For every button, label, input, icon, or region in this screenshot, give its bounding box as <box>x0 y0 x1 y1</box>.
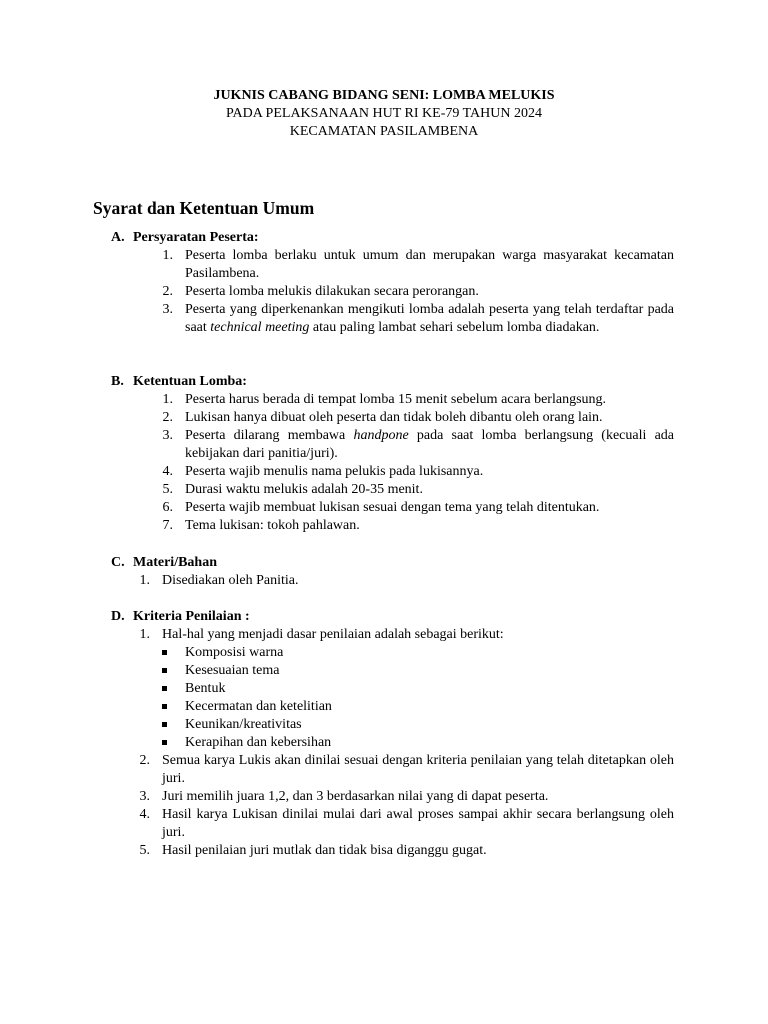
list-item <box>111 499 674 517</box>
item-text: Peserta lomba berlaku untuk umum dan merupakan warga masyarakat kecamatan Pasilambena. <box>185 248 674 281</box>
bullet-text: Komposisi warna <box>185 645 284 660</box>
bullet-item <box>162 680 674 698</box>
list-item <box>111 788 674 806</box>
square-bullet-icon <box>162 740 167 745</box>
bullet-item <box>162 644 674 662</box>
item-text: Hasil penilaian juri mutlak dan tidak bisa diganggu gugat. <box>162 843 487 858</box>
bullet-item <box>162 662 674 680</box>
item-number: 7. <box>162 518 173 533</box>
item-number: 1. <box>162 248 173 263</box>
item-number: 6. <box>162 500 173 515</box>
list-item <box>111 517 674 535</box>
section-c <box>111 554 674 590</box>
bullet-text: Keunikan/kreativitas <box>185 717 302 732</box>
section-a-heading <box>111 229 674 247</box>
header-subtitle: PADA PELAKSANAAN HUT RI KE-79 TAHUN 2024 <box>226 106 542 121</box>
item-text-part: Peserta yang diperkenankan mengikuti lomba adalah peserta yang telah terdaftar pada saat <box>185 302 674 335</box>
bullet-item <box>162 716 674 734</box>
section-a <box>111 229 674 337</box>
list-item <box>111 427 674 463</box>
criteria-bullet-list <box>162 644 674 752</box>
item-number: 2. <box>139 753 150 768</box>
list-item <box>111 752 674 788</box>
item-text: Peserta wajib menulis nama pelukis pada lukisannya. <box>185 464 484 479</box>
bullet-text: Kesesuaian tema <box>185 663 280 678</box>
section-d <box>111 608 674 860</box>
item-number: 4. <box>162 464 173 479</box>
item-number: 5. <box>162 482 173 497</box>
item-text: Durasi waktu melukis adalah 20-35 menit. <box>185 482 423 497</box>
item-text <box>185 427 674 463</box>
section-c-heading <box>111 554 674 572</box>
item-text: Tema lukisan: tokoh pahlawan. <box>185 518 360 533</box>
list-item <box>111 572 674 590</box>
section-letter: D. <box>111 609 125 624</box>
bullet-item <box>162 734 674 752</box>
bullet-text: Kerapihan dan kebersihan <box>185 735 332 750</box>
list-item <box>111 806 674 842</box>
item-text-part: atau paling lambat sehari sebelum lomba diadakan. <box>309 320 600 335</box>
item-text: Hal-hal yang menjadi dasar penilaian adalah sebagai berikut: <box>162 627 504 642</box>
list-item <box>111 463 674 481</box>
section-b <box>111 373 674 535</box>
section-b-heading <box>111 373 674 391</box>
list-item <box>111 391 674 409</box>
item-text-italic: handpone <box>353 428 409 443</box>
item-text-part: Peserta dilarang membawa <box>185 428 354 443</box>
document-header <box>0 87 768 141</box>
item-number: 3. <box>139 789 150 804</box>
square-bullet-icon <box>162 650 167 655</box>
header-location: KECAMATAN PASILAMBENA <box>289 124 479 139</box>
list-item <box>111 283 674 301</box>
item-text: Hasil karya Lukisan dinilai mulai dari awal proses sampai akhir secara berlangsung oleh juri. <box>162 807 674 840</box>
item-text: Lukisan hanya dibuat oleh peserta dan tidak boleh dibantu oleh orang lain. <box>185 410 603 425</box>
section-d-heading <box>111 608 674 626</box>
item-number: 2. <box>162 284 173 299</box>
section-letter: A. <box>111 230 125 245</box>
list-item <box>111 842 674 860</box>
section-label: Kriteria Penilaian : <box>133 609 250 624</box>
item-text: Peserta harus berada di tempat lomba 15 menit sebelum acara berlangsung. <box>185 392 607 407</box>
section-label: Materi/Bahan <box>133 555 217 570</box>
bullet-text: Bentuk <box>185 681 226 696</box>
item-number: 1. <box>139 627 150 642</box>
list-item <box>111 481 674 499</box>
item-number: 3. <box>162 428 173 443</box>
main-title: Syarat dan Ketentuan Umum <box>93 198 315 218</box>
item-number: 1. <box>139 573 150 588</box>
bullet-item <box>162 698 674 716</box>
item-text: Peserta wajib membuat lukisan sesuai dengan tema yang telah ditentukan. <box>185 500 600 515</box>
list-item <box>111 301 674 337</box>
section-letter: B. <box>111 374 124 389</box>
section-label: Ketentuan Lomba: <box>133 374 247 389</box>
list-item <box>111 409 674 427</box>
square-bullet-icon <box>162 704 167 709</box>
square-bullet-icon <box>162 686 167 691</box>
item-text: Juri memilih juara 1,2, dan 3 berdasarkan nilai yang di dapat peserta. <box>162 789 549 804</box>
header-title: JUKNIS CABANG BIDANG SENI: LOMBA MELUKIS <box>213 88 555 103</box>
list-item <box>111 247 674 283</box>
bullet-text: Kecermatan dan ketelitian <box>185 699 332 714</box>
item-text-italic: technical meeting <box>210 320 310 335</box>
item-number: 3. <box>162 302 173 317</box>
item-number: 1. <box>162 392 173 407</box>
square-bullet-icon <box>162 722 167 727</box>
item-number: 2. <box>162 410 173 425</box>
item-text <box>185 301 674 337</box>
section-letter: C. <box>111 555 125 570</box>
item-text: Semua karya Lukis akan dinilai sesuai dengan kriteria penilaian yang telah ditetapkan oleh juri. <box>162 753 674 786</box>
item-number: 4. <box>139 807 150 822</box>
section-label: Persyaratan Peserta: <box>133 230 259 245</box>
item-text: Disediakan oleh Panitia. <box>162 573 299 588</box>
item-number: 5. <box>139 843 150 858</box>
square-bullet-icon <box>162 668 167 673</box>
item-text: Peserta lomba melukis dilakukan secara perorangan. <box>185 284 479 299</box>
list-item <box>111 626 674 644</box>
item-text-part: pada saat lomba berlangsung (kecuali ada kebijakan dari panitia/juri). <box>185 428 674 461</box>
